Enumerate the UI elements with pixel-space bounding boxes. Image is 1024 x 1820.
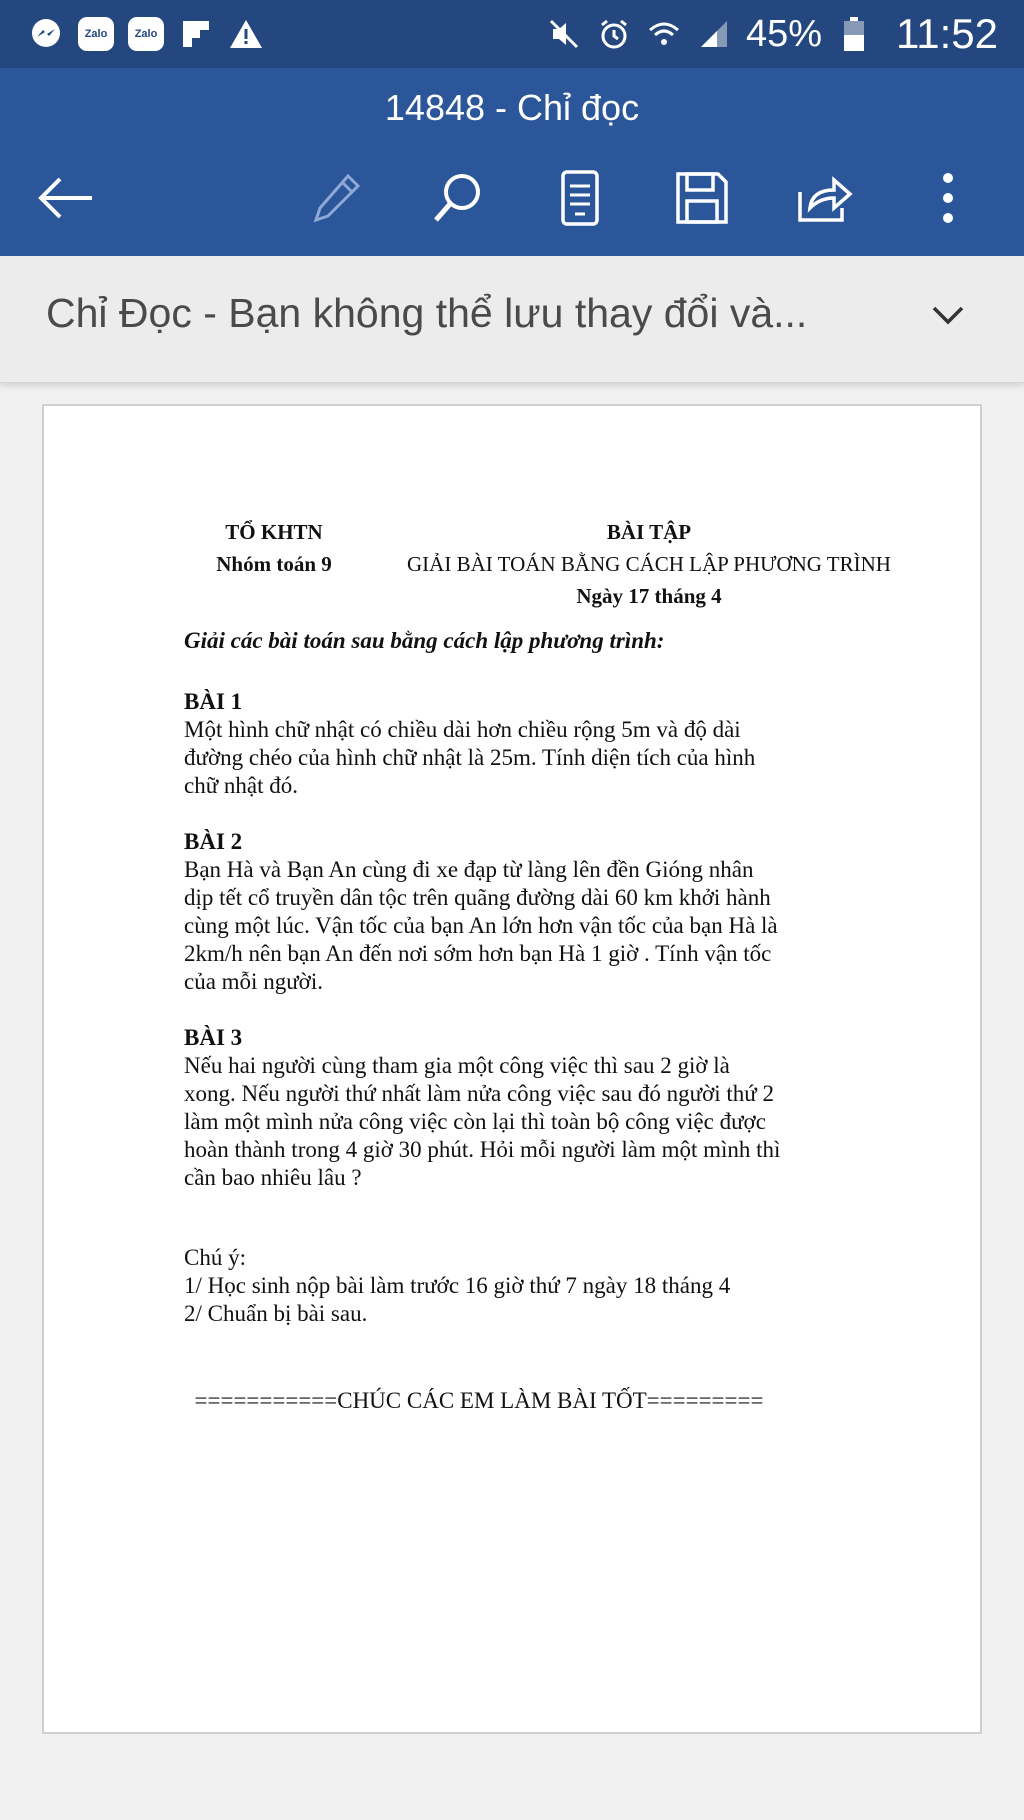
instruction: Giải các bài toán sau bằng cách lập phương trình: — [184, 628, 665, 653]
problem-3 — [184, 1024, 864, 1192]
wifi-icon — [646, 16, 682, 52]
problem-line: Bạn Hà và Bạn An cùng đi xe đạp từ làng lên đền Gióng nhân — [184, 857, 754, 882]
chevron-down-icon — [930, 304, 966, 326]
document-page[interactable] — [42, 404, 982, 1734]
signal-icon — [696, 16, 732, 52]
document-content — [44, 406, 980, 1732]
problem-line: làm một mình nửa công việc còn lại thì toàn bộ công việc được — [184, 1109, 766, 1134]
search-button[interactable] — [420, 160, 496, 236]
notes — [184, 1244, 730, 1328]
system-status — [546, 10, 998, 58]
back-arrow-icon — [36, 173, 96, 223]
header-left — [184, 516, 364, 580]
problem-heading: BÀI 1 — [184, 689, 243, 714]
edit-button[interactable] — [298, 160, 374, 236]
problem-line: cần bao nhiêu lâu ? — [184, 1165, 362, 1190]
closing-line: ===========CHÚC CÁC EM LÀM BÀI TỐT========= — [194, 1388, 764, 1413]
share-button[interactable] — [786, 160, 862, 236]
clock: 11:52 — [896, 10, 998, 57]
note-line: 1/ Học sinh nộp bài làm trước 16 giờ thứ 7 ngày 18 tháng 4 — [184, 1273, 731, 1298]
battery-percentage: 45% — [745, 12, 822, 55]
problem-line: của mỗi người. — [184, 969, 323, 994]
problem-heading: BÀI 2 — [184, 829, 243, 854]
reading-view-button[interactable] — [542, 160, 618, 236]
document-title: 14848 - Chỉ đọc — [384, 87, 640, 128]
group-name: Nhóm toán 9 — [216, 552, 332, 576]
problem-line: Nếu hai người cùng tham gia một công việc thì sau 2 giờ là — [184, 1053, 730, 1078]
expand-banner-button[interactable] — [925, 292, 971, 338]
more-options-button[interactable] — [910, 160, 986, 236]
doc-heading: BÀI TẬP — [606, 520, 692, 544]
problem-line: 2km/h nên bạn An đến nơi sớm hơn bạn Hà 1 giờ . Tính vận tốc — [184, 941, 772, 966]
problem-line: cùng một lúc. Vận tốc của bạn An lớn hơn vận tốc của bạn Hà là — [184, 913, 778, 938]
back-button[interactable] — [28, 160, 104, 236]
zalo-icon — [78, 16, 114, 52]
problem-2 — [184, 828, 864, 996]
edit-pencil-icon — [308, 170, 364, 226]
problem-line: đường chéo của hình chữ nhật là 25m. Tính diện tích của hình — [184, 745, 756, 770]
problem-line: Một hình chữ nhật có chiều dài hơn chiều rộng 5m và độ dài — [184, 717, 741, 742]
department-name: TỔ KHTN — [225, 520, 323, 544]
status-bar — [0, 0, 1024, 68]
save-icon — [673, 169, 731, 227]
save-button[interactable] — [664, 160, 740, 236]
zalo-icon-label: Zalo — [78, 17, 114, 51]
doc-subheading: GIẢI BÀI TOÁN BẰNG CÁCH LẬP PHƯƠNG TRÌNH — [407, 552, 891, 576]
search-icon — [428, 168, 488, 228]
doc-date: Ngày 17 tháng 4 — [576, 584, 722, 608]
app-bar — [0, 68, 1024, 256]
more-options-icon — [938, 170, 958, 226]
alarm-icon — [596, 16, 632, 52]
problem-line: dịp tết cổ truyền dân tộc trên quãng đường dài 60 km khởi hành — [184, 885, 771, 910]
read-only-message: Chỉ Đọc - Bạn không thể lưu thay đổi và... — [46, 290, 808, 336]
problem-line: hoàn thành trong 4 giờ 30 phút. Hỏi mỗi người làm một mình thì — [184, 1137, 781, 1162]
zalo-icon — [128, 16, 164, 52]
read-only-banner[interactable] — [0, 256, 1024, 383]
problem-heading: BÀI 3 — [184, 1025, 243, 1050]
messenger-icon — [28, 16, 64, 52]
note-line: 2/ Chuẩn bị bài sau. — [184, 1301, 368, 1326]
share-icon — [794, 170, 854, 226]
flipboard-icon — [178, 16, 214, 52]
mute-icon — [546, 16, 582, 52]
zalo-icon-label: Zalo — [128, 17, 164, 51]
problem-line: chữ nhật đó. — [184, 773, 299, 798]
problem-line: xong. Nếu người thứ nhất làm nửa công việc sau đó người thứ 2 — [184, 1081, 775, 1106]
reading-view-icon — [557, 168, 603, 228]
header-right — [384, 516, 914, 612]
warning-icon — [228, 16, 264, 52]
battery-icon — [836, 16, 872, 52]
notes-heading: Chú ý: — [184, 1245, 246, 1270]
notification-icons — [28, 16, 264, 52]
problem-1 — [184, 688, 864, 800]
